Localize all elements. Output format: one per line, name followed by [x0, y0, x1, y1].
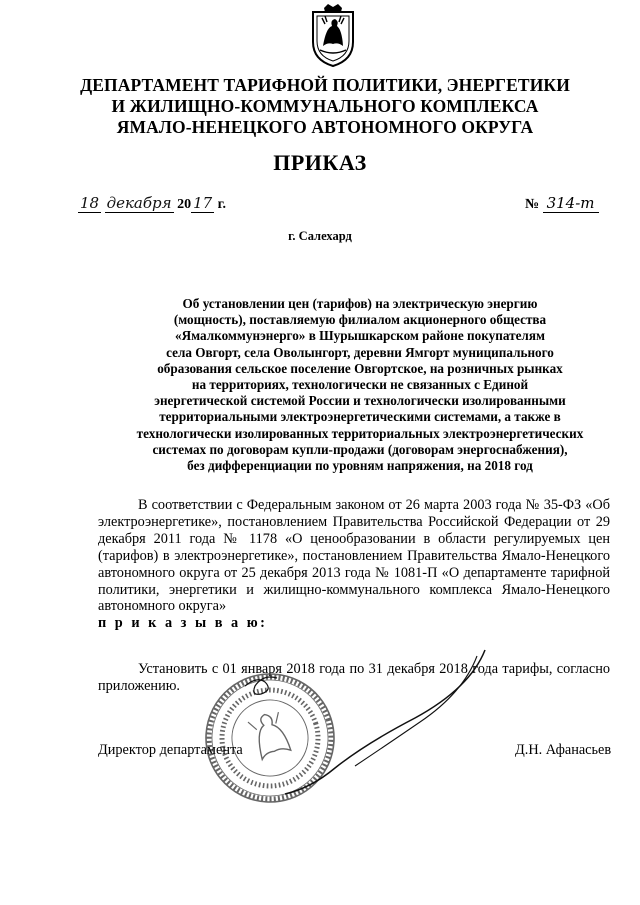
date-suffix: г. — [217, 197, 226, 212]
subject-line: Об установлении цен (тарифов) на электрическую энергию — [182, 296, 538, 311]
yamal-coat-of-arms-icon — [308, 4, 358, 68]
resolution-paragraph: Установить с 01 января 2018 года по 31 декабря 2018 года тарифы, согласно приложению. — [98, 661, 610, 694]
subject-line: энергетической системой России и технологически изолированными — [154, 393, 566, 409]
department-line-1: ДЕПАРТАМЕНТ ТАРИФНОЙ ПОЛИТИКИ, ЭНЕРГЕТИКИ — [80, 75, 570, 95]
order-number — [525, 194, 599, 213]
signatory-name: Д.Н. Афанасьев — [515, 742, 612, 758]
order-date — [78, 194, 226, 213]
signatory-position: Директор департамента — [98, 742, 243, 758]
subject-line: системах по договорам купли-продажи (договорам энергоснабжения), — [152, 441, 568, 457]
subject-line: без дифференциации по уровням напряжения, на 2018 год — [187, 458, 533, 474]
subject-line: территориальными электроэнергетическими системами, а также в — [159, 409, 561, 425]
basis-paragraph: В соответствии с Федеральным законом от 26 марта 2003 года № 35-ФЗ «Об электроэнергетике», постановлением Правительства Российской Федерации от 29 декабря 2011 года № 1178 «О ценообразовании в области регулируемых цен (тарифов) в электроэнергетике», постановлением Правительства Ямало-Ненецкого автономного округа от 25 декабря 2013 года № 1081-П «О департаменте тарифной политики, энергетики и жилищно-коммунального комплекса Ямало-Ненецкого автономного округа» — [98, 497, 610, 615]
subject-line: села Овгорт, села Оволынгорт, деревни Ямгорт муниципального — [166, 344, 554, 360]
subject-line: технологически изолированных территориальных электроэнергетических — [136, 425, 584, 441]
number-prefix: № — [525, 197, 540, 212]
subject-line: (мощность), поставляемую филиалом акционерного общества — [173, 312, 547, 328]
department-line-3: ЯМАЛО-НЕНЕЦКОГО АВТОНОМНОГО ОКРУГА — [116, 117, 534, 137]
number-value: 314-т — [543, 194, 599, 213]
order-subject — [110, 296, 610, 474]
date-day: 18 — [80, 194, 100, 212]
date-year: 17 — [193, 194, 213, 212]
subject-line: образования сельское поселение Овгортское, на розничных рынках — [157, 360, 563, 376]
date-month: декабря — [106, 194, 172, 212]
order-word: п р и к а з ы в а ю: — [98, 615, 268, 632]
department-line-2: И ЖИЛИЩНО-КОММУНАЛЬНОГО КОМПЛЕКСА — [111, 96, 539, 116]
subject-line: на территориях, технологически не связанных с Единой — [191, 377, 529, 393]
city-line: г. Салехард — [288, 229, 352, 243]
subject-line: «Ямалкоммунэнерго» в Шурышкарском районе покупателям — [175, 328, 545, 344]
document-type-title: ПРИКАЗ — [273, 150, 367, 175]
basis-section — [98, 497, 610, 632]
handwritten-signature-icon — [215, 648, 505, 798]
department-name — [60, 75, 590, 138]
date-year-prefix: 20 — [177, 197, 192, 212]
